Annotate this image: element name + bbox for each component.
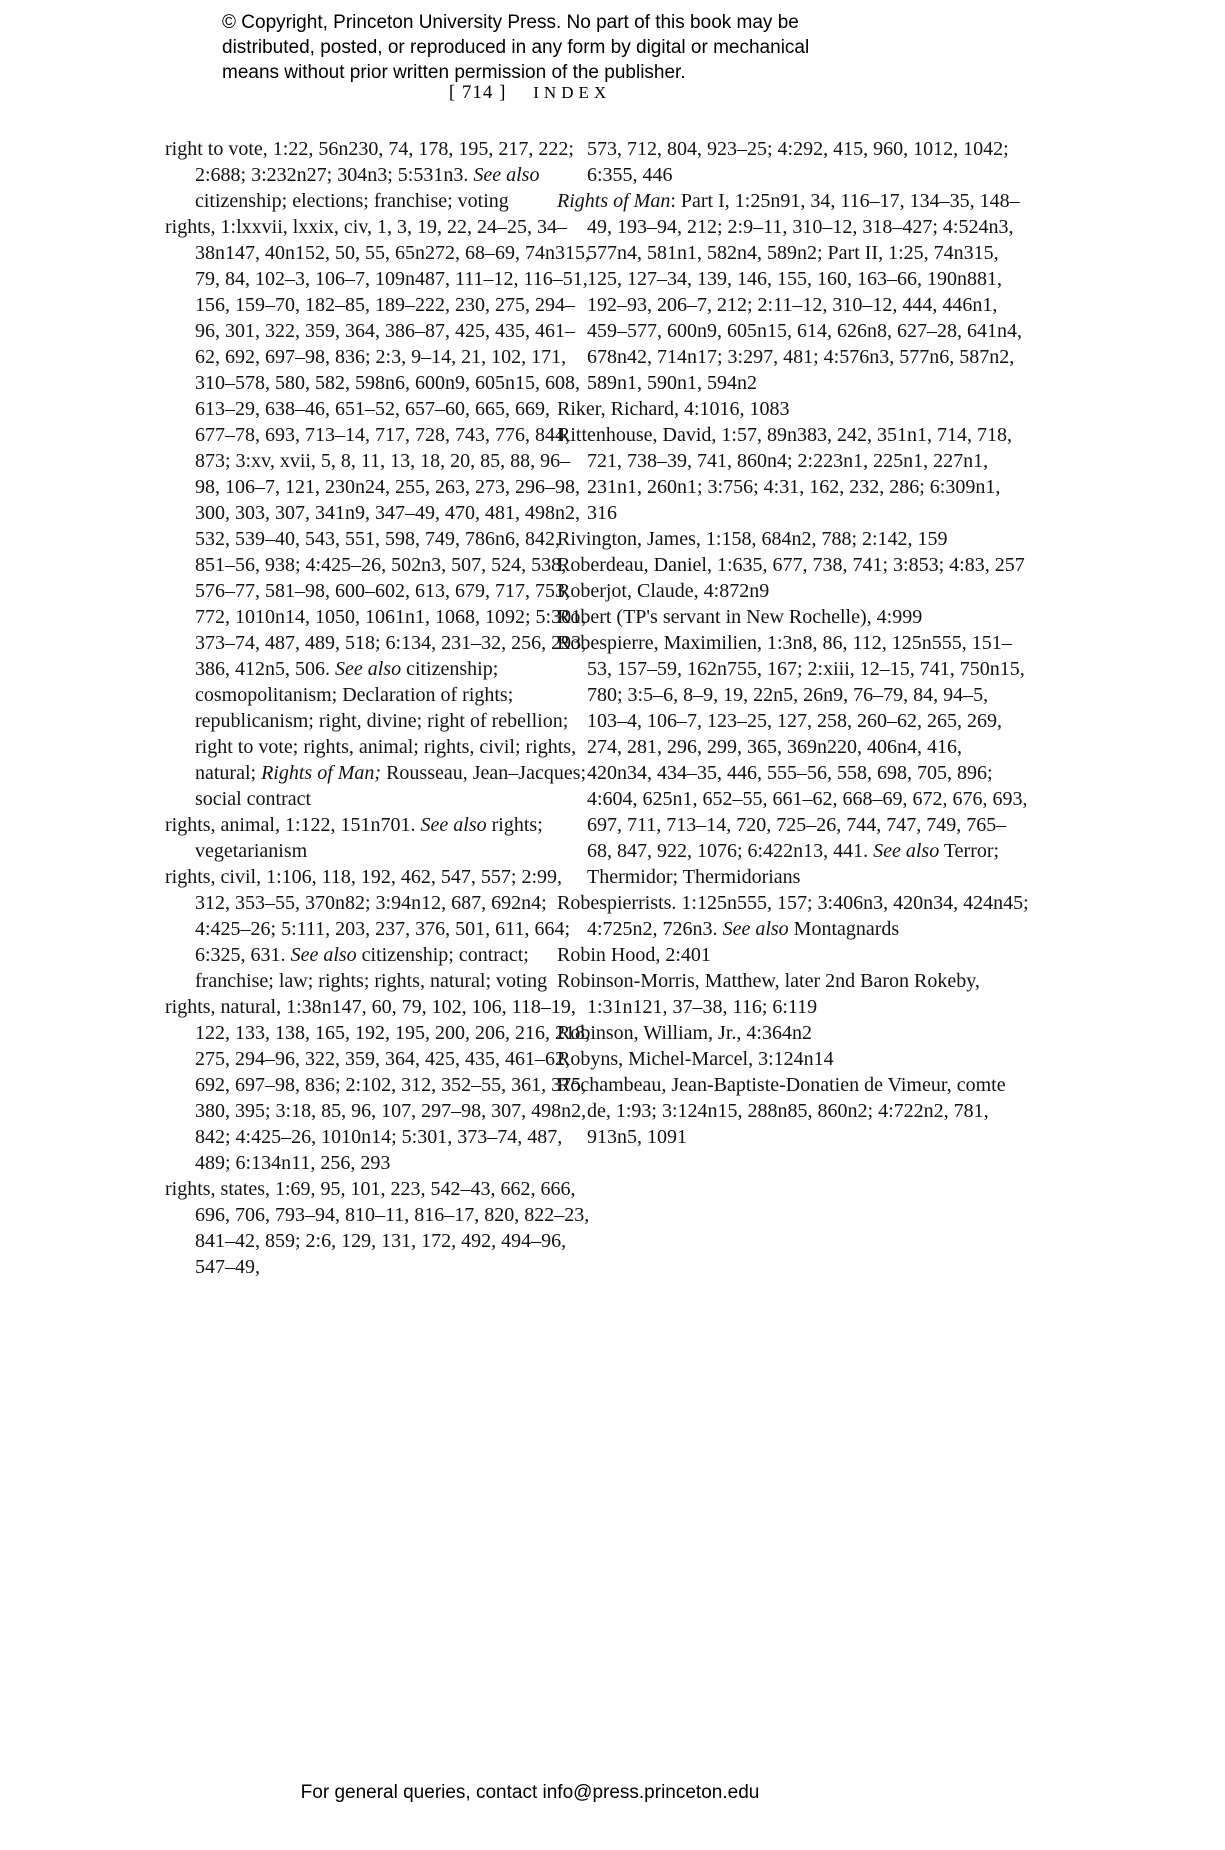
entry-text: Robyns, Michel-Marcel, 3:124n14: [557, 1048, 834, 1070]
index-entry: [557, 1072, 1029, 1150]
index-entry: [165, 214, 591, 812]
entry-text: rights, civil, 1:106, 118, 192, 462, 547, 557; 2:99, 312, 353–55, 370n82; 3:94n12, 687, 692n4; 4:425–26; 5:111, 203, 237, 376, 501, 611, 664; 6:325, 631.: [165, 866, 570, 966]
italic-text: See also: [420, 814, 487, 836]
index-column-right: [557, 136, 1029, 1150]
entry-text: rights, 1:lxxvii, lxxix, civ, 1, 3, 19, 22, 24–25, 34–38n147, 40n152, 50, 55, 65n272, 68–69, 74n315, 79, 84, 102–3, 106–7, 109n487, 111–12, 116–51, 156, 159–70, 182–85, 189–222, 230, 275, 294–96, 301, 322, 359, 364, 386–87, 425, 435, 461–62, 692, 697–98, 836; 2:3, 9–14, 21, 102, 171, 310–578, 580, 582, 598n6, 600n9, 605n15, 608, 613–29, 638–46, 651–52, 657–60, 665, 669, 677–78, 693, 713–14, 717, 728, 743, 776, 844, 873; 3:xv, xvii, 5, 8, 11, 13, 18, 20, 85, 88, 96–98, 106–7, 121, 230n24, 255, 263, 273, 296–98, 300, 303, 307, 341n9, 347–49, 470, 481, 498n2, 532, 539–40, 543, 551, 598, 749, 786n6, 842, 851–56, 938; 4:425–26, 502n3, 507, 524, 538, 576–77, 581–98, 600–602, 613, 679, 717, 753, 772, 1010n14, 1050, 1061n1, 1068, 1092; 5:301, 373–74, 487, 489, 518; 6:134, 231–32, 256, 293, 386, 412n5, 506.: [165, 216, 590, 680]
index-heading: INDEX: [533, 83, 612, 102]
index-entry: [557, 526, 1029, 552]
italic-text: See also: [290, 944, 357, 966]
entry-text: Roberdeau, Daniel, 1:635, 677, 738, 741; 3:853; 4:83, 257: [557, 554, 1025, 576]
italic-text: See also: [335, 658, 402, 680]
copyright-line: means without prior written permission of the publisher.: [222, 62, 686, 83]
entry-text: Riker, Richard, 4:1016, 1083: [557, 398, 790, 420]
copyright-line: distributed, posted, or reproduced in any form by digital or mechanical: [222, 37, 810, 58]
entry-text: rights, natural, 1:38n147, 60, 79, 102, 106, 118–19, 122, 133, 138, 165, 192, 195, 200, 206, 216, 218, 275, 294–96, 322, 359, 364, 425, 435, 461–62, 692, 697–98, 836; 2:102, 312, 352–55, 361, 375, 380, 395; 3:18, 85, 96, 107, 297–98, 307, 498n2, 842; 4:425–26, 1010n14; 5:301, 373–74, 487, 489; 6:134n11, 256, 293: [165, 996, 590, 1174]
index-entry: [557, 188, 1029, 396]
index-entry: [557, 136, 1029, 188]
index-entry: [557, 968, 1029, 1020]
entry-text: Robespierre, Maximilien, 1:3n8, 86, 112, 125n555, 151–53, 157–59, 162n755, 167; 2:xiii, 12–15, 741, 750n15, 780; 3:5–6, 8–9, 19, 22n5, 26n9, 76–79, 84, 94–5, 103–4, 106–7, 123–25, 127, 258, 260–62, 265, 269, 274, 281, 296, 299, 365, 369n220, 406n4, 416, 420n34, 434–35, 446, 555–56, 558, 698, 705, 896; 4:604, 625n1, 652–55, 661–62, 668–69, 672, 676, 693, 697, 711, 713–14, 720, 725–26, 744, 747, 749, 765–68, 847, 922, 1076; 6:422n13, 441.: [557, 632, 1028, 862]
copyright-line: © Copyright, Princeton University Press. No part of this book may be: [222, 12, 799, 33]
entry-text: Robespierrists. 1:125n555, 157; 3:406n3, 420n34, 424n45; 4:725n2, 726n3.: [557, 892, 1029, 940]
entry-text: citizenship; elections; franchise; voting: [195, 190, 509, 212]
italic-text: See also: [722, 918, 789, 940]
entry-text: rights, animal, 1:122, 151n701.: [165, 814, 421, 836]
entry-text: Robin Hood, 2:401: [557, 944, 711, 966]
entry-text: Roberjot, Claude, 4:872n9: [557, 580, 770, 602]
index-entry: [165, 864, 591, 994]
index-entry: [557, 422, 1029, 526]
index-entry: [557, 578, 1029, 604]
entry-text: 573, 712, 804, 923–25; 4:292, 415, 960, 1012, 1042; 6:355, 446: [587, 138, 1009, 186]
index-entry: [165, 1176, 591, 1280]
index-column-left: [165, 136, 591, 1280]
entry-text: Rousseau, Jean–Jacques; social contract: [195, 762, 587, 810]
entry-text: citizenship; cosmopolitanism; Declaration of rights; republicanism; right, divine; right of rebellion; right to vote; rights, animal; rights, civil; rights, natural;: [195, 658, 577, 784]
index-entry: [557, 942, 1029, 968]
entry-text: citizenship; contract; franchise; law; rights; rights, natural; voting: [195, 944, 548, 992]
entry-text: Rochambeau, Jean-Baptiste-Donatien de Vimeur, comte de, 1:93; 3:124n15, 288n85, 860n2; 4:722n2, 781, 913n5, 1091: [557, 1074, 1006, 1148]
entry-text: Montagnards: [788, 918, 900, 940]
italic-text: See also: [873, 840, 940, 862]
index-entry: [557, 552, 1029, 578]
index-entry: [165, 136, 591, 214]
index-entry: [165, 994, 591, 1176]
footer-contact-line: For general queries, contact info@press.princeton.edu: [300, 1782, 760, 1803]
entry-text: rights, states, 1:69, 95, 101, 223, 542–43, 662, 666, 696, 706, 793–94, 810–11, 816–17, 820, 822–23, 841–42, 859; 2:6, 129, 131, 172, 492, 494–96, 547–49,: [165, 1178, 590, 1278]
index-entry: [165, 812, 591, 864]
index-entry: [557, 890, 1029, 942]
entry-text: Terror; Thermidor; Thermidorians: [587, 840, 1000, 888]
entry-text: Robinson, William, Jr., 4:364n2: [557, 1022, 812, 1044]
entry-text: Robert (TP's servant in New Rochelle), 4:999: [557, 606, 923, 628]
entry-text: Robinson-Morris, Matthew, later 2nd Baron Rokeby, 1:31n121, 37–38, 116; 6:119: [557, 970, 980, 1018]
italic-text: Rights of Man: [557, 190, 671, 212]
index-entry: [557, 1020, 1029, 1046]
copyright-notice: [222, 10, 882, 85]
italic-text: Rights of Man;: [261, 762, 382, 784]
entry-text: : Part I, 1:25n91, 34, 116–17, 134–35, 148–49, 193–94, 212; 2:9–11, 310–12, 318–427; 4:524n3, 577n4, 581n1, 582n4, 589n2; Part II, 1:25, 74n315, 125, 127–34, 139, 146, 155, 160, 163–66, 190n881, 192–93, 206–7, 212; 2:11–12, 310–12, 444, 446n1, 459–577, 600n9, 605n15, 614, 626n8, 627–28, 641n4, 678n42, 714n17; 3:297, 481; 4:576n3, 577n6, 587n2, 589n1, 590n1, 594n2: [587, 190, 1022, 394]
entry-text: Rivington, James, 1:158, 684n2, 788; 2:142, 159: [557, 528, 948, 550]
index-entry: [557, 630, 1029, 890]
index-entry: [557, 1046, 1029, 1072]
index-entry: [557, 396, 1029, 422]
entry-text: rights; vegetarianism: [195, 814, 543, 862]
italic-text: See also: [473, 164, 540, 186]
page-number: [ 714 ]: [448, 82, 507, 103]
entry-text: Rittenhouse, David, 1:57, 89n383, 242, 351n1, 714, 718, 721, 738–39, 741, 860n4; 2:223n1, 225n1, 227n1, 231n1, 260n1; 3:756; 4:31, 162, 232, 286; 6:309n1, 316: [557, 424, 1012, 524]
entry-text: right to vote, 1:22, 56n230, 74, 178, 195, 217, 222; 2:688; 3:232n27; 304n3; 5:531n3.: [165, 138, 574, 186]
index-entry: [557, 604, 1029, 630]
page-header: [0, 82, 1060, 104]
